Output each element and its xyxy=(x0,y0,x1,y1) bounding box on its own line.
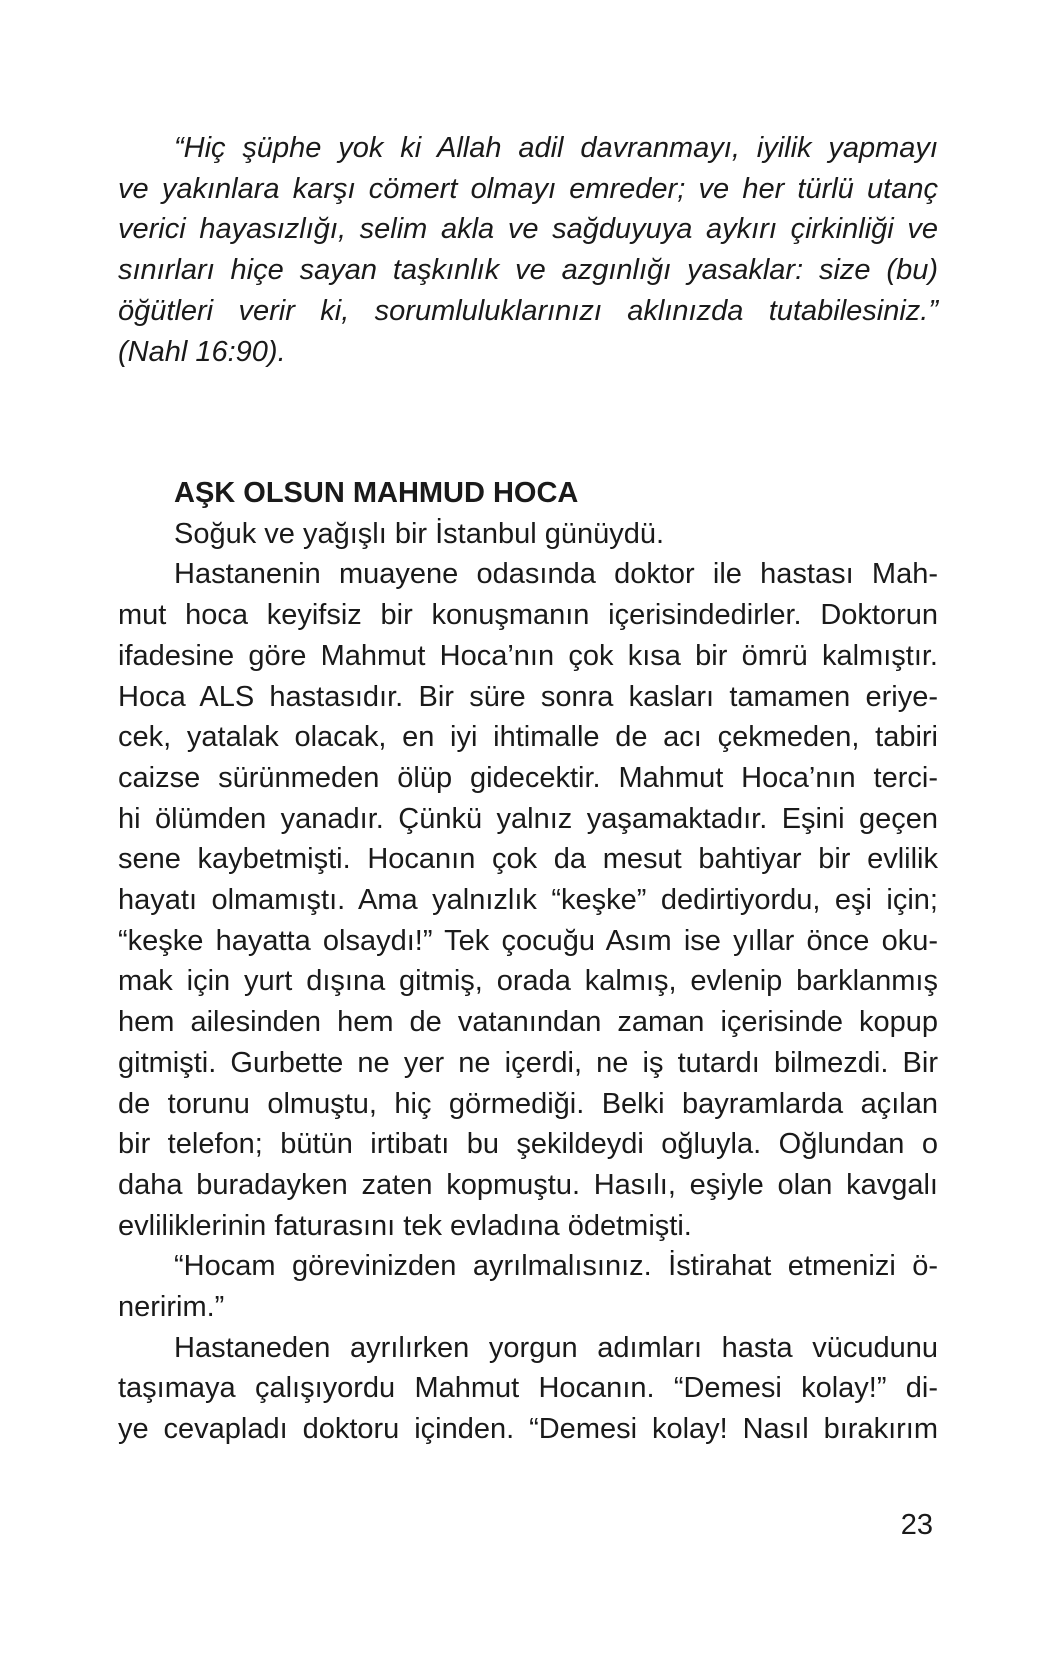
page-number: 23 xyxy=(900,1509,933,1541)
paragraph-line: evliliklerinin faturasını tek evladına ödetmişti. xyxy=(118,1209,692,1242)
section-heading: AŞK OLSUN MAHMUD HOCA xyxy=(174,477,579,509)
quote-line: verici hayasızlığı, selim akla ve sağduyuya aykırı çirkinliği ve xyxy=(118,213,938,246)
paragraph-line: Soğuk ve yağışlı bir İstanbul günüydü. xyxy=(174,517,665,550)
paragraph-line: cek, yatalak olacak, en iyi ihtimalle de acı çekmeden, tabiri xyxy=(118,721,938,754)
paragraph-line: gitmişti. Gurbette ne yer ne içerdi, ne iş tutardı bilmezdi. Bir xyxy=(118,1046,938,1079)
paragraph-line: mak için yurt dışına gitmiş, orada kalmış, evlenip barklanmış xyxy=(118,965,938,998)
paragraph-line: ye cevapladı doktoru içinden. “Demesi kolay! Nasıl bırakırım xyxy=(118,1413,938,1446)
paragraph-line: caizse sürünmeden ölüp gidecektir. Mahmut Hoca’nın terci- xyxy=(118,761,938,794)
story-section xyxy=(118,473,938,1450)
paragraph-line: bir telefon; bütün irtibatı bu şekildeydi oğluyla. Oğlundan o xyxy=(118,1128,938,1161)
quote-line: ve yakınlara karşı cömert olmayı emreder; ve her türlü utanç xyxy=(118,172,938,205)
paragraph-line: hem ailesinden hem de vatanından zaman içerisinde kopup xyxy=(118,1006,938,1039)
paragraph-line: Hastanenin muayene odasında doktor ile hastası Mah- xyxy=(174,558,938,591)
quote-line: sınırları hiçe sayan taşkınlık ve azgınlığı yasaklar: size (bu) xyxy=(118,254,938,287)
paragraph-line: “keşke hayatta olsaydı!” Tek çocuğu Asım ise yıllar önce oku- xyxy=(118,924,938,957)
paragraph-line: neririm.” xyxy=(118,1291,225,1324)
paragraph-line: sene kaybetmişti. Hocanın çok da mesut bahtiyar bir evlilik xyxy=(118,843,938,876)
quote-line: öğütleri verir ki, sorumluluklarınızı aklınızda tutabilesiniz.” xyxy=(118,294,938,327)
paragraph-line: Hoca ALS hastasıdır. Bir süre sonra kasları tamamen eriye- xyxy=(118,680,938,713)
paragraph-line: daha buradayken zaten kopmuştu. Hasılı, eşiyle olan kavgalı xyxy=(118,1168,938,1201)
paragraph-line: Hastaneden ayrılırken yorgun adımları hasta vücudunu xyxy=(174,1331,938,1364)
quote-citation: (Nahl 16:90). xyxy=(118,335,286,368)
verse-quote xyxy=(118,128,938,372)
paragraph-line: mut hoca keyifsiz bir konuşmanın içerisindedirler. Doktorun xyxy=(118,599,938,632)
paragraph-line: “Hocam görevinizden ayrılmalısınız. İstirahat etmenizi ö- xyxy=(174,1250,938,1283)
paragraph-line: de torunu olmuştu, hiç görmediği. Belki bayramlarda açılan xyxy=(118,1087,938,1120)
paragraph-line: hayatı olmamıştı. Ama yalnızlık “keşke” dedirtiyordu, eşi için; xyxy=(118,884,938,917)
paragraph-line: hi ölümden yanadır. Çünkü yalnız yaşamaktadır. Eşini geçen xyxy=(118,802,938,835)
paragraph-line: taşımaya çalışıyordu Mahmut Hocanın. “Demesi kolay!” di- xyxy=(118,1372,938,1405)
paragraph-line: ifadesine göre Mahmut Hoca’nın çok kısa bir ömrü kalmıştır. xyxy=(118,639,938,672)
quote-line: “Hiç şüphe yok ki Allah adil davranmayı, iyilik yapmayı xyxy=(174,132,938,164)
